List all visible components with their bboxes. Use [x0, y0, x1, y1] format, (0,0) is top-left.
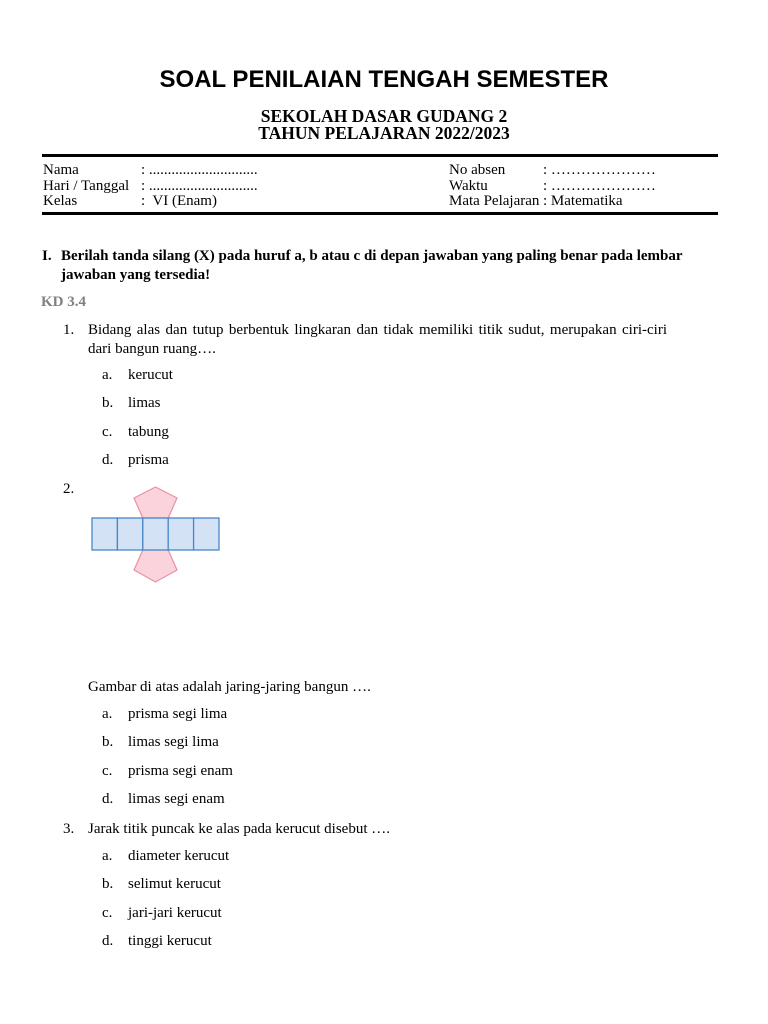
- question-1-stem-line-2: dari bangun ruang….: [88, 341, 216, 357]
- option-text: prisma: [128, 451, 169, 468]
- q3-option-d: [0, 933, 768, 961]
- q2-option-a: [0, 706, 768, 734]
- subject-label: Mata Pelajaran: [449, 193, 540, 209]
- net-rectangle-face-5: [194, 518, 219, 550]
- question-2-options: [0, 706, 768, 819]
- kd-label: KD 3.4: [41, 294, 86, 310]
- option-letter: b.: [102, 876, 114, 893]
- option-text: limas: [128, 395, 161, 412]
- day-date-label: Hari / Tanggal: [43, 177, 130, 194]
- option-letter: c.: [102, 904, 113, 921]
- q1-option-c: [0, 424, 768, 452]
- class-value: : VI (Enam): [141, 193, 217, 209]
- option-letter: a.: [102, 706, 113, 722]
- question-3-stem: Jarak titik puncak ke alas pada kerucut disebut ….: [88, 820, 390, 837]
- option-letter: c.: [102, 423, 113, 440]
- question-1-number: 1.: [63, 322, 75, 338]
- question-3-options: [0, 848, 768, 961]
- section-instruction-line-2: jawaban yang tersedia!: [61, 267, 211, 283]
- option-letter: d.: [102, 790, 114, 807]
- time-blank: : …………………: [543, 177, 656, 194]
- q3-option-c: [0, 905, 768, 933]
- option-letter: d.: [102, 451, 114, 468]
- option-letter: d.: [102, 932, 114, 949]
- q3-option-a: [0, 848, 768, 876]
- option-letter: a.: [102, 367, 113, 383]
- time-label: Waktu: [449, 177, 488, 194]
- option-letter: a.: [102, 848, 113, 864]
- academic-year: TAHUN PELAJARAN 2022/2023: [258, 123, 510, 143]
- option-text: tinggi kerucut: [128, 932, 212, 949]
- class-label: Kelas: [43, 193, 78, 209]
- identity-row-2: [0, 178, 768, 194]
- option-letter: c.: [102, 762, 113, 779]
- net-rectangle-face-4: [168, 518, 193, 550]
- roll-number-blank: : …………………: [543, 162, 656, 178]
- subject-value: : Matematika: [543, 193, 623, 209]
- q1-option-b: [0, 395, 768, 423]
- option-text: selimut kerucut: [128, 876, 221, 893]
- question-3-number: 3.: [63, 820, 75, 837]
- roll-number-label: No absen: [449, 162, 506, 178]
- name-label: Nama: [43, 162, 79, 178]
- pentagonal-prism-net-figure: [86, 482, 226, 586]
- header-divider-top: [42, 154, 718, 157]
- question-2-stem: Gambar di atas adalah jaring-jaring bangun ….: [88, 678, 371, 695]
- option-text: prisma segi lima: [128, 706, 228, 722]
- header-divider-bottom: [42, 212, 718, 215]
- option-text: limas segi lima: [128, 734, 219, 751]
- net-pentagon-bottom-face: [134, 550, 177, 582]
- q2-option-c: [0, 763, 768, 791]
- q2-option-b: [0, 734, 768, 762]
- q3-option-b: [0, 876, 768, 904]
- name-blank: : .............................: [141, 162, 258, 178]
- identity-row-3: [0, 193, 768, 209]
- option-letter: b.: [102, 395, 114, 412]
- question-1-stem-line-1: Bidang alas dan tutup berbentuk lingkaran dan tidak memiliki titik sudut, merupakan ciri-ciri: [88, 322, 667, 338]
- option-text: tabung: [128, 423, 169, 440]
- option-text: prisma segi enam: [128, 762, 233, 779]
- question-2-number: 2.: [63, 481, 75, 497]
- option-letter: b.: [102, 734, 114, 751]
- net-rectangle-face-2: [117, 518, 142, 550]
- net-pentagon-top-face: [134, 487, 177, 518]
- identity-row-1: [0, 162, 768, 178]
- q1-option-a: [0, 367, 768, 395]
- section-number: I.: [42, 248, 52, 264]
- option-text: limas segi enam: [128, 790, 225, 807]
- option-text: kerucut: [128, 367, 173, 383]
- net-rectangle-face-1: [92, 518, 117, 550]
- section-instruction-line-1: Berilah tanda silang (X) pada huruf a, b atau c di depan jawaban yang paling benar pada lembar: [61, 248, 683, 264]
- exam-title: SOAL PENILAIAN TENGAH SEMESTER: [159, 66, 609, 93]
- q1-option-d: [0, 452, 768, 480]
- option-text: diameter kerucut: [128, 848, 230, 864]
- question-1-options: [0, 367, 768, 480]
- q2-option-d: [0, 791, 768, 819]
- net-rectangle-face-3: [143, 518, 168, 550]
- day-date-blank: : .............................: [141, 177, 258, 194]
- option-text: jari-jari kerucut: [128, 904, 222, 921]
- school-name: SEKOLAH DASAR GUDANG 2: [260, 106, 508, 126]
